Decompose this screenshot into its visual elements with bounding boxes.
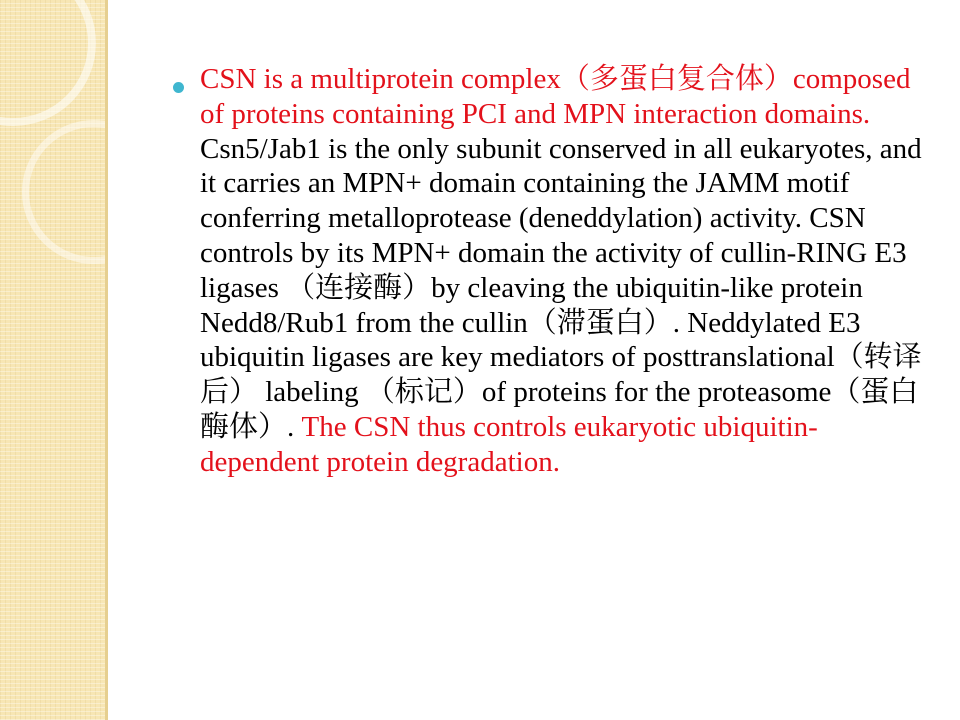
sentence-body: Csn5/Jab1 is the only subunit conserved in all eukaryotes, and it carries an MPN+ domain containing the JAMM motif conferring metalloprotease (deneddylation) activity. CSN controls by its MPN+ domain the activity of cullin-RING E3 ligases （连接酶）by cleaving the ubiquitin-like protein Nedd8/Rub1 from the cullin（滞蛋白）. Neddylated E3 ubiquitin ligases are key mediators of posttranslational（转译后） labeling （标记）of proteins for the proteasome（蛋白酶体）. (200, 132, 922, 443)
body-paragraph (173, 62, 933, 480)
decorative-circle (0, 0, 96, 126)
decorative-circle (22, 120, 166, 264)
side-panel-edge (105, 0, 108, 720)
slide-content (173, 62, 933, 480)
sentence-conclusion: The CSN thus controls eukaryotic ubiquitin-dependent protein degradation. (200, 410, 818, 478)
sentence-intro: CSN is a multiprotein complex（多蛋白复合体）composed of proteins containing PCI and MPN interaction domains. (200, 63, 911, 130)
bullet-icon (173, 82, 184, 93)
decorative-side-panel (0, 0, 105, 720)
